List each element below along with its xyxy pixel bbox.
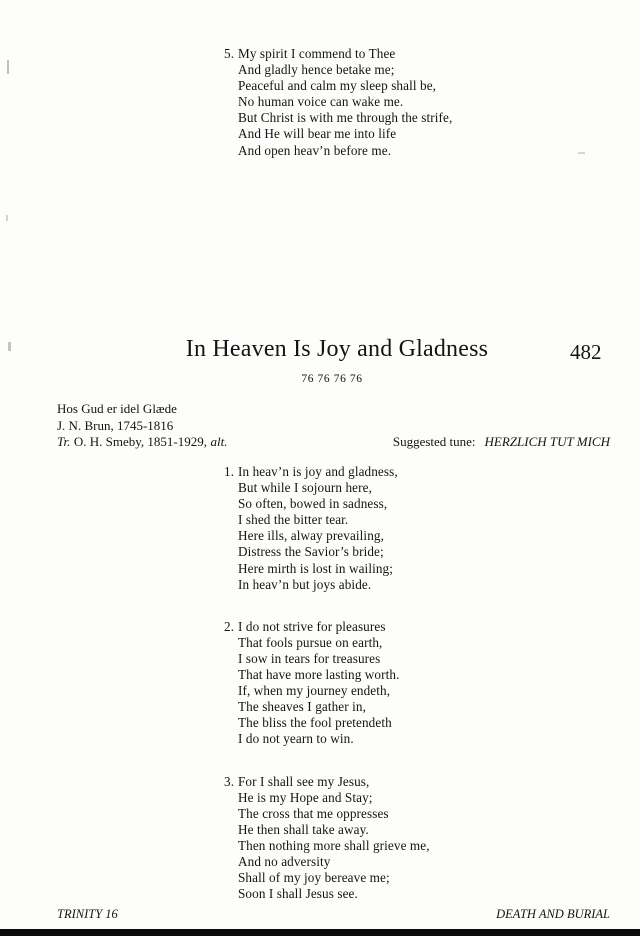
verse-line: I shed the bitter tear.	[238, 512, 349, 528]
hymn-verse-3	[224, 774, 430, 903]
verse-line-text: In heav’n is joy and gladness,	[238, 464, 398, 479]
suggested-tune-label: Suggested tune:	[392, 434, 476, 449]
verse-line: Peaceful and calm my sleep shall be,	[238, 78, 437, 94]
verse-line: No human voice can wake me.	[238, 94, 404, 110]
verse-line: I sow in tears for treasures	[238, 650, 381, 666]
verse-line	[224, 619, 430, 635]
verse-line: If, when my journey endeth,	[238, 683, 391, 699]
suggested-tune-line	[393, 434, 610, 450]
scan-artifact-speck	[6, 215, 8, 221]
verse-line-text: I do not strive for pleasures	[238, 618, 386, 634]
verse-line: The cross that me oppresses	[238, 805, 389, 821]
verse-line: So often, bowed in sadness,	[238, 496, 388, 512]
verse-line: That fools pursue on earth,	[238, 634, 383, 650]
scan-artifact-speck	[7, 60, 9, 74]
translator-prefix: Tr.	[57, 434, 71, 449]
verse-line: And He will bear me into life	[238, 126, 397, 142]
verse-line-text: For I shall see my Jesus,	[238, 773, 370, 789]
previous-hymn-final-verse	[224, 46, 452, 159]
verse-line: The bliss the fool pretendeth	[238, 715, 392, 731]
verse-line-text: My spirit I commend to Thee	[238, 46, 396, 61]
translator-line	[57, 434, 228, 451]
verse-number: 5.	[224, 46, 235, 61]
hymn-title: In Heaven Is Joy and Gladness	[185, 336, 489, 362]
suggested-tune-name: HERZLICH TUT MICH	[484, 434, 610, 449]
verse-line: I do not yearn to win.	[238, 731, 354, 747]
verse-line: And gladly hence betake me;	[238, 62, 395, 78]
verse-line: But Christ is with me through the strife,	[238, 110, 453, 126]
footer-season-label: TRINITY 16	[57, 907, 118, 921]
verse-line: Distress the Savior’s bride;	[238, 544, 384, 560]
verse-line	[224, 464, 430, 480]
scan-artifact-speck	[8, 342, 11, 351]
verse-line: In heav’n but joys abide.	[238, 576, 372, 592]
verse-line: Then nothing more shall grieve me,	[238, 837, 430, 853]
verse-line: The sheaves I gather in,	[238, 699, 366, 715]
verse-line: But while I sojourn here,	[238, 480, 372, 496]
translator-name: O. H. Smeby, 1851-1929,	[73, 434, 208, 449]
scan-artifact-speck	[578, 152, 585, 154]
hymn-verse-1	[224, 464, 430, 593]
verse-line: And no adversity	[238, 853, 331, 869]
hymn-verses	[224, 464, 430, 902]
verse-line: And open heav’n before me.	[238, 142, 392, 158]
verse-line: Here mirth is lost in wailing;	[238, 560, 394, 576]
hymn-verse-2	[224, 619, 430, 748]
verse-line: He then shall take away.	[238, 821, 369, 837]
verse-number: 1.	[224, 464, 235, 479]
original-title: Hos Gud er idel Glæde	[57, 401, 177, 416]
verse-line	[224, 774, 430, 790]
verse-number: 2.	[224, 618, 235, 634]
hymn-number: 482	[570, 340, 602, 364]
verse-line: Soon I shall Jesus see.	[238, 886, 358, 902]
translator-alt: alt.	[210, 434, 228, 449]
hymn-meter: 76 76 76 76	[301, 373, 363, 385]
attribution-block	[57, 401, 228, 451]
author-line: J. N. Brun, 1745-1816	[57, 417, 174, 433]
verse-line: He is my Hope and Stay;	[238, 789, 373, 805]
verse-line	[224, 46, 452, 62]
verse-line: Shall of my joy bereave me;	[238, 870, 390, 886]
verse-line: That have more lasting worth.	[238, 667, 400, 683]
verse-line: Here ills, alway prevailing,	[238, 528, 384, 544]
verse-number: 3.	[224, 773, 235, 789]
scan-artifact-bar	[0, 929, 640, 936]
footer-topic-label: DEATH AND BURIAL	[496, 907, 610, 921]
